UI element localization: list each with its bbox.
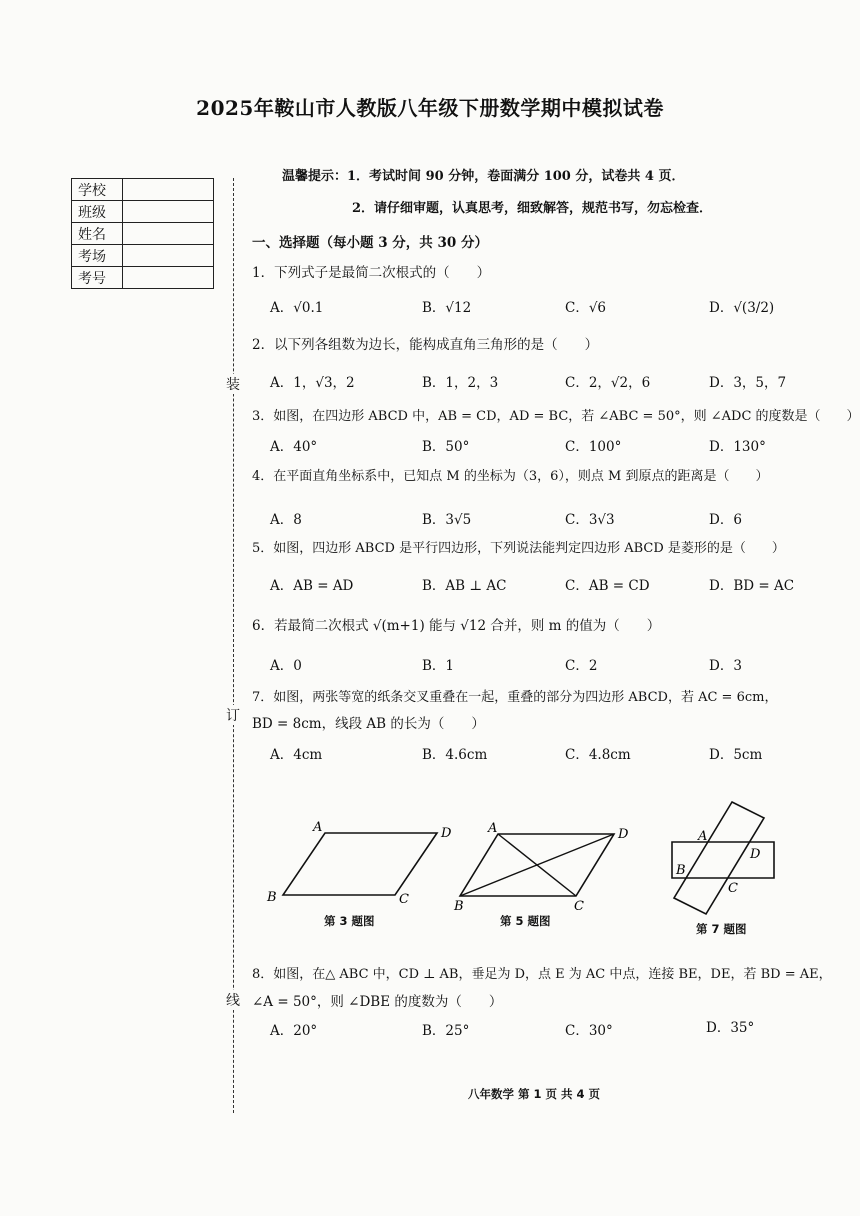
question-8-option-c: C．30° xyxy=(565,1023,613,1039)
question-4-option-d: D．6 xyxy=(709,512,742,528)
question-3-option-d: D．130° xyxy=(709,439,766,455)
fig3-label-c: C xyxy=(399,892,409,907)
fig5-label-d: D xyxy=(618,827,629,842)
question-7-option-b: B．4.6cm xyxy=(422,747,488,763)
binding-char-zhuang: 装 xyxy=(226,374,240,394)
binding-char-ding: 订 xyxy=(226,705,240,725)
fig7-label-c: C xyxy=(728,881,738,896)
question-1-option-d: D．√(3/2) xyxy=(709,300,775,316)
question-3-stem: 3．如图，在四边形 ABCD 中，AB = CD，AD = BC，若 ∠ABC = 50°，则 ∠ADC 的度数是（ ） xyxy=(252,409,860,424)
fig5-diagonal-bd xyxy=(460,834,614,896)
question-1-option-c: C．√6 xyxy=(565,300,607,316)
figure-5-parallelogram xyxy=(452,820,642,915)
question-5-option-b: B．AB ⊥ AC xyxy=(422,578,507,594)
question-6-option-a: A．0 xyxy=(270,658,302,674)
fig5-label-c: C xyxy=(574,899,584,914)
question-1-stem: 1．下列式子是最简二次根式的（ ） xyxy=(252,265,491,281)
fig5-label-a: A xyxy=(488,821,498,836)
question-8-stem-line-2: ∠A = 50°，则 ∠DBE 的度数为（ ） xyxy=(252,994,503,1010)
question-2-option-b: B．1，2，3 xyxy=(422,375,499,391)
question-8-option-b: B．25° xyxy=(422,1023,470,1039)
page-footer: 八年数学 第 1 页 共 4 页 xyxy=(468,1087,601,1101)
figure-7-crossed-strips xyxy=(664,798,784,918)
question-5-option-a: A．AB = AD xyxy=(270,578,354,594)
question-3-option-b: B．50° xyxy=(422,439,470,455)
question-2-stem: 2．以下列各组数为边长，能构成直角三角形的是（ ） xyxy=(252,337,599,353)
question-8-option-a: A．20° xyxy=(270,1023,318,1039)
student-info-table xyxy=(71,178,214,289)
fig3-label-a: A xyxy=(313,820,323,835)
info-field-number[interactable] xyxy=(123,267,214,289)
question-2-option-d: D．3，5，7 xyxy=(709,375,787,391)
figure-3-parallelogram xyxy=(255,815,455,915)
figure-5-caption: 第 5 题图 xyxy=(500,914,551,928)
fig3-label-d: D xyxy=(441,826,452,841)
question-8-option-d: D．35° xyxy=(706,1020,755,1036)
question-6-option-c: C．2 xyxy=(565,658,598,674)
question-4-option-a: A．8 xyxy=(270,512,302,528)
question-6-option-b: B．1 xyxy=(422,658,455,674)
question-5-option-d: D．BD = AC xyxy=(709,578,795,594)
question-2-option-c: C．2，√2，6 xyxy=(565,375,651,391)
question-7-stem: 7．如图，两张等宽的纸条交叉重叠在一起，重叠的部分为四边形 ABCD，若 AC = 6cm， xyxy=(252,690,778,705)
question-7-option-a: A．4cm xyxy=(270,747,323,763)
question-8-stem: 8．如图，在△ ABC 中，CD ⊥ AB，垂足为 D，点 E 为 AC 中点，连接 BE，DE，若 BD = AE， xyxy=(252,967,832,982)
info-label-room: 考场 xyxy=(72,245,123,267)
question-1-option-b: B．√12 xyxy=(422,300,472,316)
question-7-option-c: C．4.8cm xyxy=(565,747,631,763)
info-field-name[interactable] xyxy=(123,223,214,245)
question-1-option-a: A．√0.1 xyxy=(270,300,324,316)
tip-line-1: 温馨提示：1．考试时间 90 分钟，卷面满分 100 分，试卷共 4 页． xyxy=(282,169,685,184)
question-4-option-c: C．3√3 xyxy=(565,512,615,528)
question-7-stem-line-2: BD = 8cm，线段 AB 的长为（ ） xyxy=(252,716,485,732)
question-5-stem: 5．如图，四边形 ABCD 是平行四边形，下列说法能判定四边形 ABCD 是菱形的是（ ） xyxy=(252,541,785,556)
question-4-stem: 4．在平面直角坐标系中，已知点 M 的坐标为（3，6），则点 M 到原点的距离是（ ） xyxy=(252,469,769,484)
question-6-option-d: D．3 xyxy=(709,658,742,674)
info-label-school: 学校 xyxy=(72,179,123,201)
fig5-label-b: B xyxy=(454,899,464,914)
fig3-label-b: B xyxy=(267,890,277,905)
fig7-label-a: A xyxy=(698,829,708,844)
fig3-shape xyxy=(283,833,437,895)
figure-7-caption: 第 7 题图 xyxy=(696,922,747,936)
info-label-class: 班级 xyxy=(72,201,123,223)
question-4-option-b: B．3√5 xyxy=(422,512,472,528)
fig7-label-d: D xyxy=(750,847,761,862)
tip-line-2: 2．请仔细审题，认真思考，细致解答，规范书写，勿忘检查． xyxy=(352,201,713,216)
page-title: 2025年鞍山市人教版八年级下册数学期中模拟试卷 xyxy=(196,96,664,120)
binding-line xyxy=(233,178,234,1113)
binding-char-xian: 线 xyxy=(226,990,240,1010)
question-5-option-c: C．AB = CD xyxy=(565,578,650,594)
question-6-stem: 6．若最简二次根式 √(m+1) 能与 √12 合并，则 m 的值为（ ） xyxy=(252,618,661,634)
info-label-name: 姓名 xyxy=(72,223,123,245)
figure-3-caption: 第 3 题图 xyxy=(324,914,375,928)
question-7-option-d: D．5cm xyxy=(709,747,763,763)
section-heading: 一、选择题（每小题 3 分，共 30 分） xyxy=(252,235,488,251)
info-label-number: 考号 xyxy=(72,267,123,289)
question-2-option-a: A．1，√3，2 xyxy=(270,375,355,391)
question-3-option-a: A．40° xyxy=(270,439,318,455)
question-3-option-c: C．100° xyxy=(565,439,622,455)
info-field-room[interactable] xyxy=(123,245,214,267)
info-field-school[interactable] xyxy=(123,179,214,201)
fig7-label-b: B xyxy=(676,863,686,878)
info-field-class[interactable] xyxy=(123,201,214,223)
